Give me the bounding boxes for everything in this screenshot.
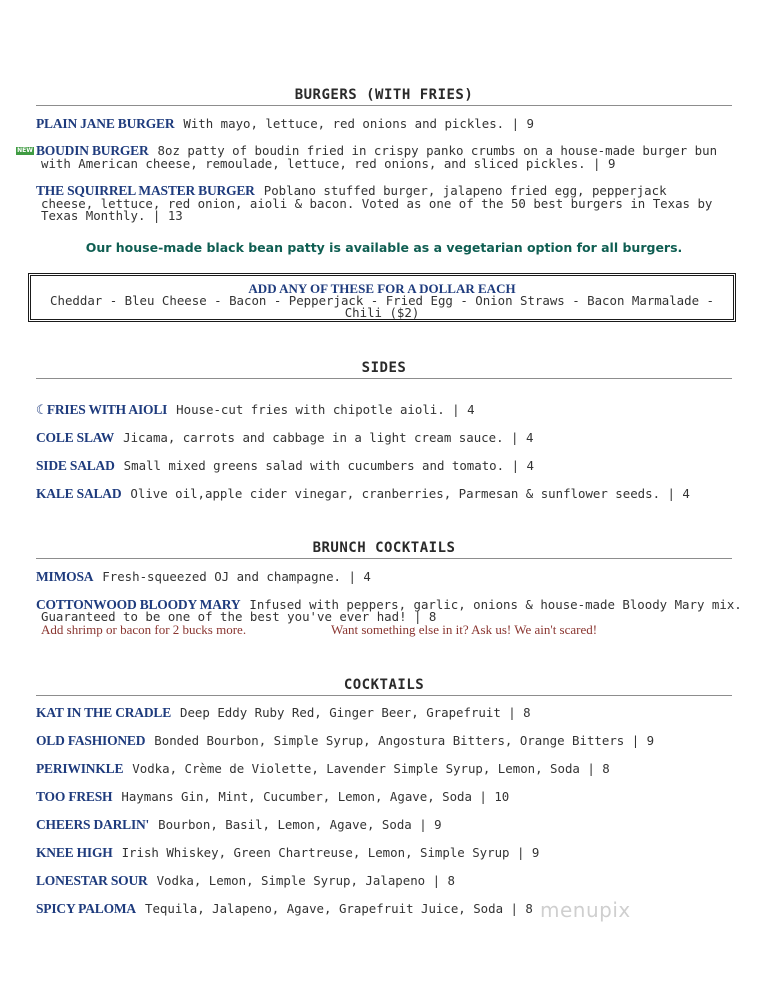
item-description: Bonded Bourbon, Simple Syrup, Angostura Bitters, Orange Bitters | 9 — [154, 733, 655, 748]
brunch-divider — [36, 558, 732, 559]
cocktails-section-title: COCKTAILS — [343, 677, 425, 693]
menu-item-knee-high — [36, 847, 726, 859]
item-name: COTTONWOOD BLOODY MARY — [36, 597, 241, 612]
menu-item-kat-in-the-cradle — [36, 707, 726, 719]
item-description: Infused with peppers, garlic, onions & house-made Bloody Mary mix. — [249, 597, 742, 612]
item-name: COLE SLAW — [36, 430, 115, 445]
new-badge-icon: NEW — [17, 147, 33, 154]
item-description-continued: cheese, lettuce, red onion, aioli & bacon. Voted as one of the 50 best burgers in Texas by — [41, 196, 713, 211]
menu-item-side-salad — [36, 460, 726, 472]
item-name: LONESTAR SOUR — [36, 873, 148, 888]
item-description: Fresh-squeezed OJ and champagne. | 4 — [102, 569, 371, 584]
menu-item-fries-with-aioli — [36, 404, 726, 417]
item-description: Small mixed greens salad with cucumbers and tomato. | 4 — [123, 458, 534, 473]
item-name: MIMOSA — [36, 569, 94, 584]
item-name: SIDE SALAD — [36, 458, 115, 473]
item-name: KALE SALAD — [36, 486, 122, 501]
addons-title: ADD ANY OF THESE FOR A DOLLAR EACH — [248, 281, 516, 296]
menu-item-cole-slaw — [36, 432, 726, 444]
item-description: Bourbon, Basil, Lemon, Agave, Soda | 9 — [158, 817, 442, 832]
item-name: KAT IN THE CRADLE — [36, 705, 172, 720]
item-name: SPICY PALOMA — [36, 901, 136, 916]
item-description: Poblano stuffed burger, jalapeno fried egg, pepperjack — [263, 183, 667, 198]
item-description: Olive oil,apple cider vinegar, cranberries, Parmesan & sunflower seeds. | 4 — [130, 486, 690, 501]
item-description: Vodka, Lemon, Simple Syrup, Jalapeno | 8 — [156, 873, 455, 888]
menu-item-mimosa — [36, 571, 726, 583]
addons-box — [28, 273, 736, 322]
moon-icon: ☾ — [36, 403, 44, 418]
menu-item-too-fresh — [36, 791, 726, 803]
item-description: Irish Whiskey, Green Chartreuse, Lemon, Simple Syrup | 9 — [121, 845, 540, 860]
vegetarian-note: Our house-made black bean patty is available as a vegetarian option for all burgers. — [85, 240, 683, 255]
item-description: Tequila, Jalapeno, Agave, Grapefruit Juice, Soda | 8 — [144, 901, 533, 916]
burgers-divider — [36, 105, 732, 106]
menu-item-cheers-darlin — [36, 819, 726, 831]
brunch-note-right: Want something else in it? Ask us! We ain't scared! — [331, 622, 598, 637]
item-description: 8oz patty of boudin fried in crispy panko crumbs on a house-made burger bun — [157, 143, 718, 158]
sides-section-title: SIDES — [361, 360, 407, 376]
item-description-continued: Guaranteed to be one of the best you've ever had! | 8 — [41, 609, 437, 624]
item-name: CHEERS DARLIN' — [36, 817, 150, 832]
item-description: Haymans Gin, Mint, Cucumber, Lemon, Agave, Soda | 10 — [121, 789, 510, 804]
menu-item-kale-salad — [36, 488, 726, 500]
cocktails-divider — [36, 695, 732, 696]
item-name: TOO FRESH — [36, 789, 113, 804]
menu-item-old-fashioned — [36, 735, 726, 747]
brunch-section-title: BRUNCH COCKTAILS — [312, 540, 456, 556]
menu-item-periwinkle — [36, 763, 726, 775]
sides-divider — [36, 378, 732, 379]
item-description-continued: with American cheese, remoulade, lettuce, red onions, and sliced pickles. | 9 — [41, 156, 616, 171]
item-description: Deep Eddy Ruby Red, Ginger Beer, Grapefruit | 8 — [180, 705, 531, 720]
addons-line: Cheddar - Bleu Cheese - Bacon - Pepperjack - Fried Egg - Onion Straws - Bacon Marmalade - — [50, 293, 714, 308]
burgers-section-title: BURGERS (WITH FRIES) — [294, 87, 474, 103]
item-name: FRIES WITH AIOLI — [46, 402, 168, 417]
item-name: PERIWINKLE — [36, 761, 124, 776]
item-description: Jicama, carrots and cabbage in a light cream sauce. | 4 — [123, 430, 534, 445]
item-description: House-cut fries with chipotle aioli. | 4 — [176, 402, 475, 417]
item-name: OLD FASHIONED — [36, 733, 146, 748]
item-name: THE SQUIRREL MASTER BURGER — [36, 183, 255, 198]
item-name: KNEE HIGH — [36, 845, 113, 860]
item-description: Vodka, Crème de Violette, Lavender Simple Syrup, Lemon, Soda | 8 — [132, 761, 610, 776]
menu-item-lonestar-sour — [36, 875, 726, 887]
menu-item-plain-jane-burger — [36, 118, 726, 130]
item-name: PLAIN JANE BURGER — [36, 116, 175, 131]
item-description: With mayo, lettuce, red onions and pickles. | 9 — [183, 116, 534, 131]
addons-line: Chili ($2) — [344, 305, 420, 320]
brunch-note-left: Add shrimp or bacon for 2 bucks more. — [41, 622, 247, 637]
addons-list — [31, 295, 733, 319]
item-name: BOUDIN BURGER — [36, 143, 149, 158]
menupix-watermark: menupix — [540, 898, 631, 922]
item-description-continued: Texas Monthly. | 13 — [41, 208, 183, 223]
